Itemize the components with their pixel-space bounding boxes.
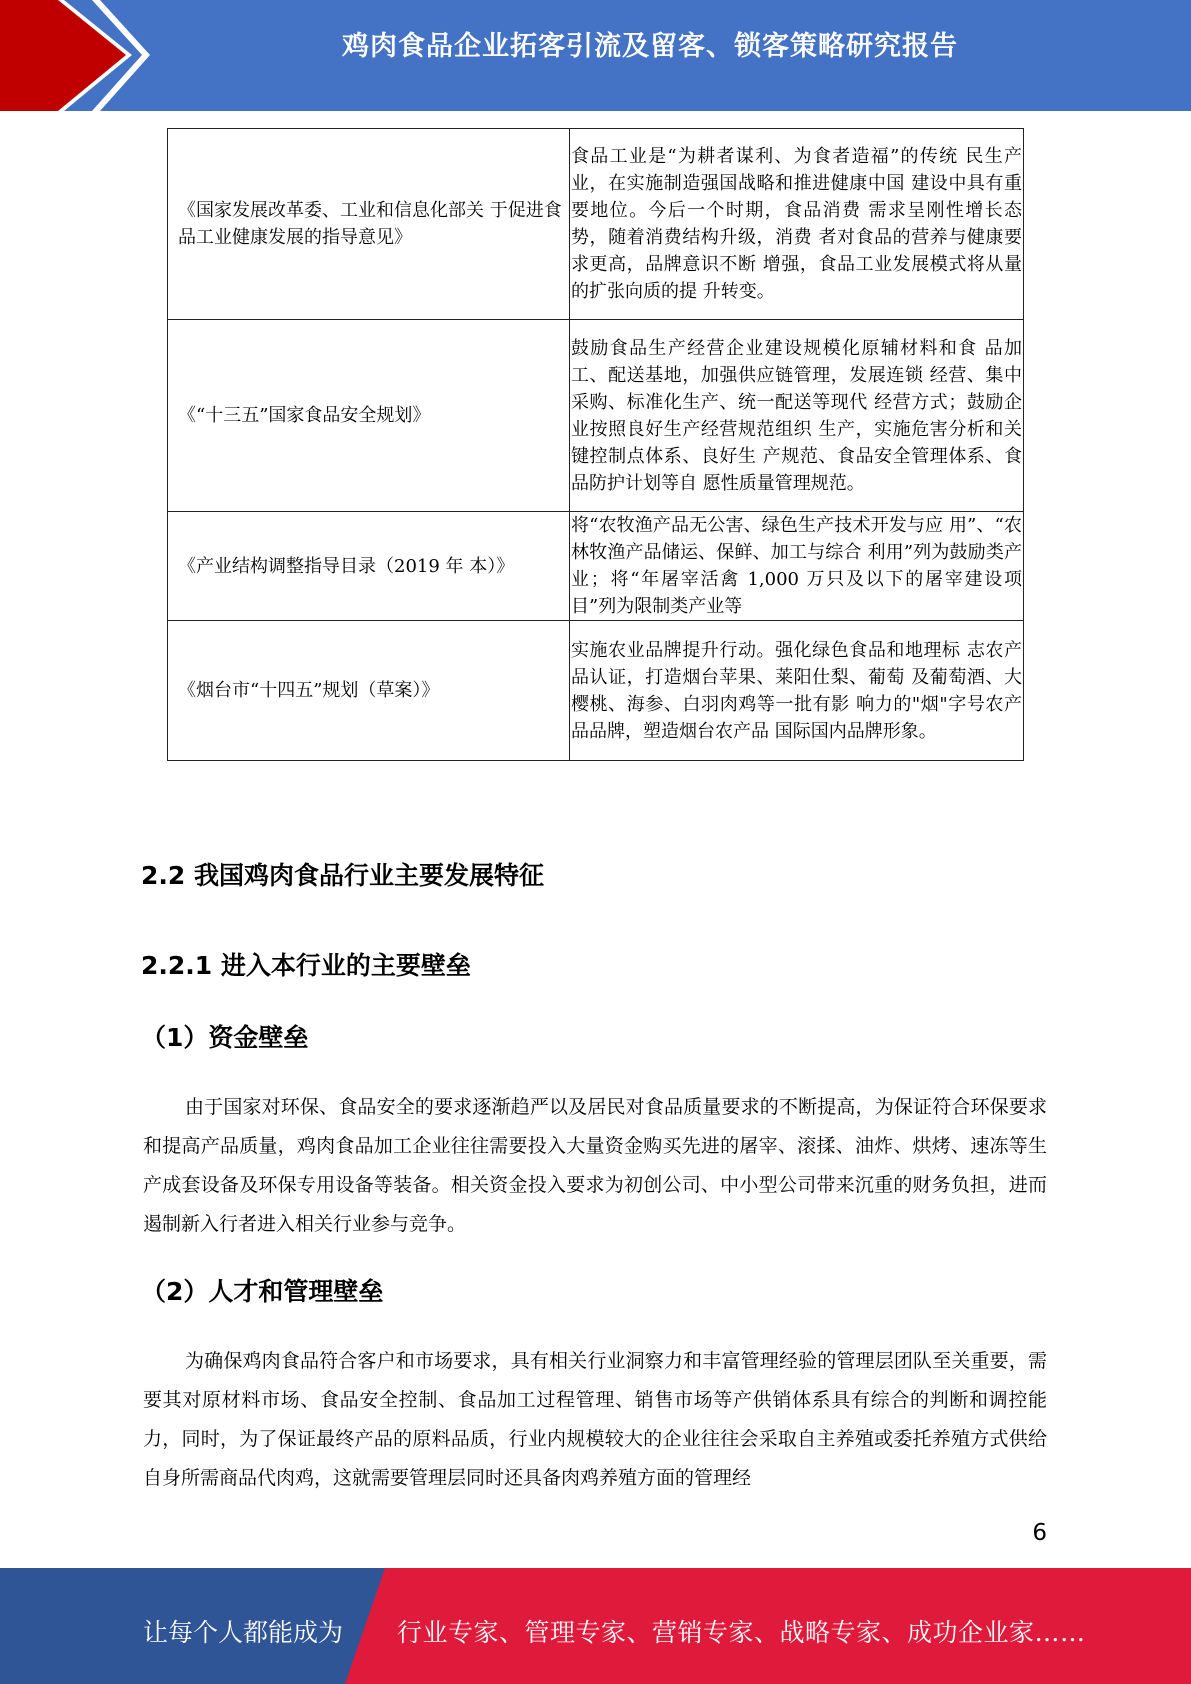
policy-name: 《“十三五”国家食品安全规划》 bbox=[168, 320, 570, 512]
page-number: 6 bbox=[1032, 1520, 1047, 1546]
policy-description: 食品工业是“为耕者谋利、为食者造福”的传统 民生产业，在实施制造强国战略和推进健康中国 建设中具有重要地位。今后一个时期，食品消费 需求呈刚性增长态势，随着消费结构升级，消费 者对食品的营养与健康要求更高，品牌意识不断 增强，食品工业发展模式将从量的扩张向质的提 升转变。 bbox=[570, 129, 1024, 320]
policy-description: 鼓励食品生产经营企业建设规模化原辅材料和食 品加工、配送基地，加强供应链管理，发展连锁 经营、集中采购、标准化生产、统一配送等现代 经营方式；鼓励企业按照良好生产经营规范组织 生产，实施危害分析和关键控制点体系、良好生 产规范、食品安全管理体系、食品防护计划等自 愿性质量管理规范。 bbox=[570, 320, 1024, 512]
section-heading: 2.2 我国鸡肉食品行业主要发展特征 bbox=[141, 861, 544, 890]
header-title: 鸡肉食品企业拓客引流及留客、锁客策略研究报告 bbox=[342, 31, 958, 62]
capital-barrier-heading: （1）资金壁垒 bbox=[141, 1023, 309, 1052]
table-row bbox=[168, 512, 1024, 621]
policy-description: 将“农牧渔产品无公害、绿色生产技术开发与应 用”、“农林牧渔产品储运、保鲜、加工与综合 利用”列为鼓励类产业；将“年屠宰活禽 1,000 万只及以下的屠宰建设项目”列为限制类产业等 bbox=[570, 512, 1024, 621]
talent-barrier-heading: （2）人才和管理壁垒 bbox=[141, 1277, 384, 1306]
footer-slogan-left: 让每个人都能成为 bbox=[143, 1618, 344, 1647]
footer-slogan-right: 行业专家、管理专家、营销专家、战略专家、成功企业家…… bbox=[397, 1618, 1086, 1647]
table-row bbox=[168, 320, 1024, 512]
policy-name: 《产业结构调整指导目录（2019 年 本）》 bbox=[168, 512, 570, 621]
table-row bbox=[168, 129, 1024, 320]
policy-description: 实施农业品牌提升行动。强化绿色食品和地理标 志农产品认证，打造烟台苹果、莱阳仕梨、葡萄 及葡萄酒、大樱桃、海参、白羽肉鸡等一批有影 响力的"烟"字号农产品品牌，塑造烟台农产品 国际国内品牌形象。 bbox=[570, 621, 1024, 761]
policy-table bbox=[167, 128, 1024, 761]
policy-name: 《国家发展改革委、工业和信息化部关 于促进食品工业健康发展的指导意见》 bbox=[168, 129, 570, 320]
table-row bbox=[168, 621, 1024, 761]
subsection-heading: 2.2.1 进入本行业的主要壁垒 bbox=[141, 951, 471, 980]
page-header bbox=[0, 0, 1191, 111]
policy-name: 《烟台市“十四五”规划（草案）》 bbox=[168, 621, 570, 761]
capital-barrier-paragraph: 由于国家对环保、食品安全的要求逐渐趋严以及居民对食品质量要求的不断提高，为保证符合环保要求和提高产品质量，鸡肉食品加工企业往往需要投入大量资金购买先进的屠宰、滚揉、油炸、烘烤、速冻等生产成套设备及环保专用设备等装备。相关资金投入要求为初创公司、中小型公司带来沉重的财务负担，进而遏制新入行者进入相关行业参与竞争。 bbox=[143, 1096, 1047, 1235]
talent-barrier-paragraph: 为确保鸡肉食品符合客户和市场要求，具有相关行业洞察力和丰富管理经验的管理层团队至关重要，需要其对原材料市场、食品安全控制、食品加工过程管理、销售市场等产供销体系具有综合的判断和调控能力，同时，为了保证最终产品的原料品质，行业内规模较大的企业往往会采取自主养殖或委托养殖方式供给自身所需商品代肉鸡，这就需要管理层同时还具备肉鸡养殖方面的管理经 bbox=[143, 1350, 1047, 1489]
page-footer bbox=[0, 1568, 1191, 1684]
